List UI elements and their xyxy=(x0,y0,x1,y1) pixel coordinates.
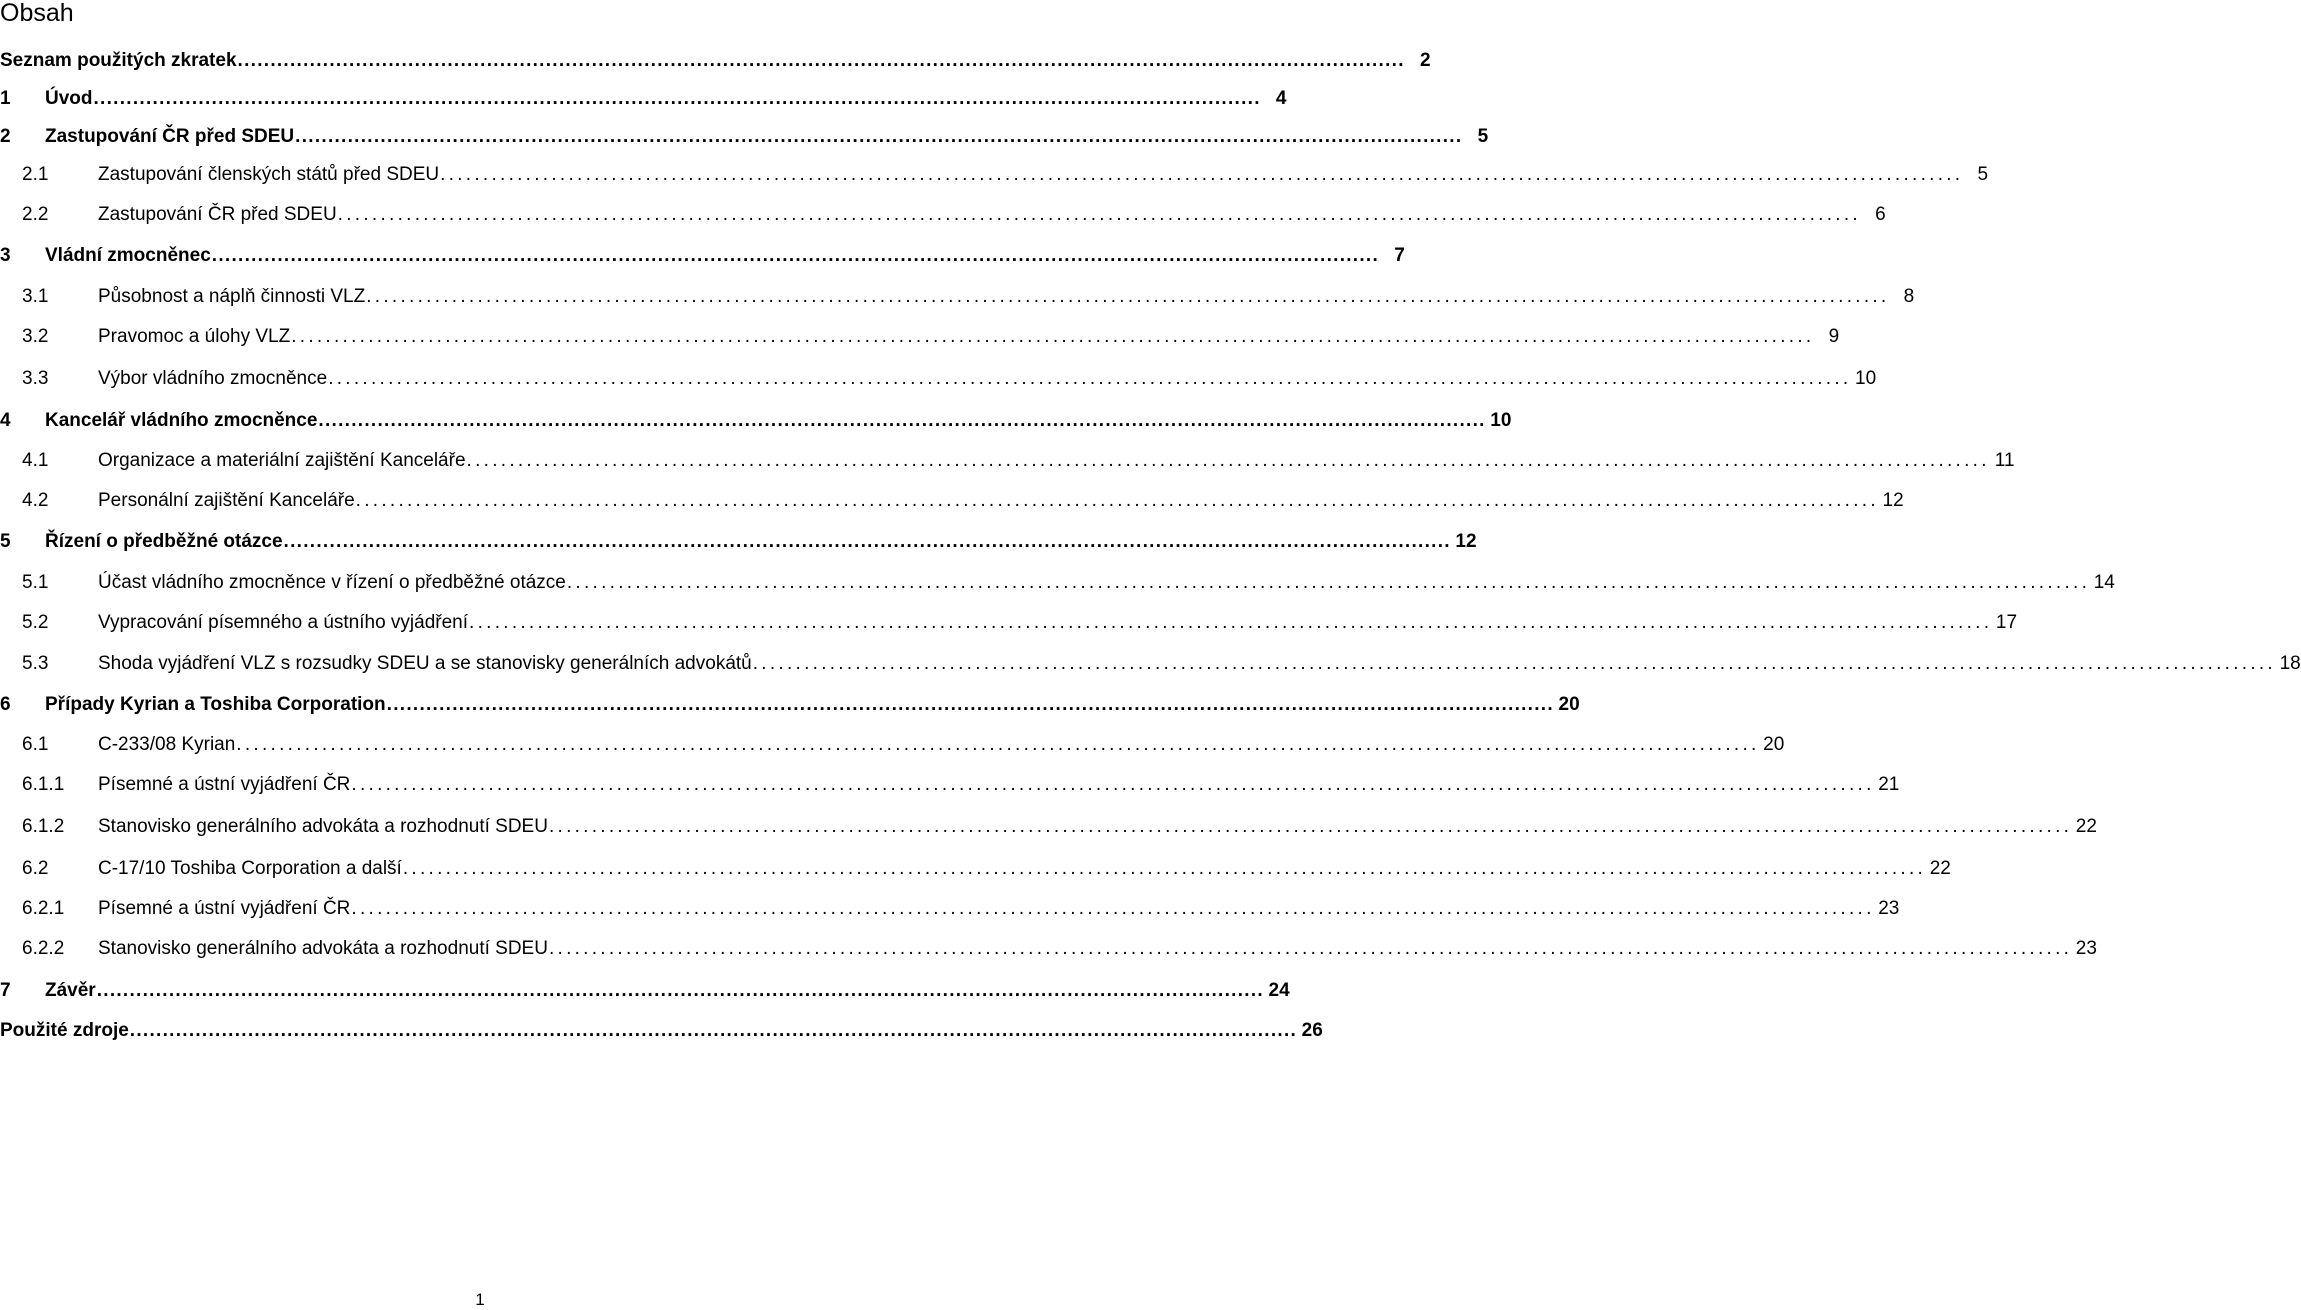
toc-dot-leader xyxy=(94,88,1261,110)
toc-entry-page: 23 xyxy=(1878,898,1900,919)
page-title: Obsah xyxy=(0,0,74,27)
toc-dot-leader xyxy=(291,326,1813,348)
toc-entry-page: 10 xyxy=(1490,410,1512,431)
toc-entry-page: 5 xyxy=(1477,126,1489,147)
toc-entry-page: 22 xyxy=(2075,816,2097,837)
toc-entry-number: 4.2 xyxy=(22,490,49,511)
toc-entry-number: 5 xyxy=(0,531,11,552)
toc-dot-leader xyxy=(467,450,1989,472)
toc-entry-page: 4 xyxy=(1275,88,1287,109)
toc-dot-leader xyxy=(130,1020,1297,1042)
toc-entry-number: 6.2 xyxy=(22,858,49,879)
toc-dot-leader xyxy=(387,694,1554,716)
toc-dot-leader xyxy=(351,774,1873,796)
toc-dot-leader xyxy=(97,980,1264,1002)
toc-dot-leader xyxy=(236,734,1758,756)
toc-dot-leader xyxy=(549,938,2071,960)
toc-entry[interactable] xyxy=(0,402,1512,440)
toc-entry-number: 6.1.1 xyxy=(22,774,65,795)
toc-dot-leader xyxy=(753,653,2275,675)
toc-entry-number: 6.1 xyxy=(22,734,49,755)
toc-entry-label: Personální zajištění Kanceláře xyxy=(98,490,355,511)
toc-entry-number: 4.1 xyxy=(22,450,49,471)
toc-dot-leader xyxy=(318,410,1485,432)
toc-entry-number: 5.2 xyxy=(22,612,49,633)
toc-dot-leader xyxy=(567,572,2089,594)
toc-entry-page: 22 xyxy=(1929,858,1951,879)
toc-dot-leader xyxy=(284,531,1451,553)
toc-entry-number: 6.2.2 xyxy=(22,938,65,959)
toc-entry-number: 2.2 xyxy=(22,204,49,225)
toc-entry[interactable] xyxy=(0,196,1886,234)
toc-entry-label: Výbor vládního zmocněnce xyxy=(98,368,328,389)
toc-entry-page: 21 xyxy=(1878,774,1900,795)
toc-entry[interactable] xyxy=(0,930,2097,968)
toc-entry[interactable] xyxy=(0,766,1900,804)
toc-entry[interactable] xyxy=(0,564,2115,602)
toc-entry-label: Úvod xyxy=(45,88,93,109)
toc-entry-number: 3 xyxy=(0,245,11,266)
toc-entry[interactable] xyxy=(0,318,1840,356)
toc-entry[interactable] xyxy=(0,686,1580,724)
toc-entry-page: 20 xyxy=(1763,734,1785,755)
toc-dot-leader xyxy=(403,858,1925,880)
toc-entry-label: Zastupování ČR před SDEU xyxy=(98,204,337,225)
toc-entry-number: 6.1.2 xyxy=(22,816,65,837)
toc-entry-number: 1 xyxy=(0,88,11,109)
toc-dot-leader xyxy=(351,898,1873,920)
toc-entry-label: Stanovisko generálního advokáta a rozhodnutí SDEU xyxy=(98,816,548,837)
toc-entry-page: 12 xyxy=(1882,490,1904,511)
toc-entry-number: 4 xyxy=(0,410,11,431)
toc-entry[interactable] xyxy=(0,42,1431,80)
toc-entry-page: 18 xyxy=(2279,653,2301,674)
toc-entry[interactable] xyxy=(0,80,1287,118)
toc-entry-label: Vládní zmocněnec xyxy=(45,245,211,266)
toc-entry-label: C-233/08 Kyrian xyxy=(98,734,236,755)
toc-dot-leader xyxy=(356,490,1878,512)
toc-entry-number: 6.2.1 xyxy=(22,898,65,919)
toc-entry-page: 8 xyxy=(1903,286,1915,307)
toc-entry-label: C-17/10 Toshiba Corporation a další xyxy=(98,858,402,879)
toc-dot-leader xyxy=(469,612,1991,634)
toc-entry-page: 17 xyxy=(1995,612,2018,633)
toc-entry-label: Písemné a ústní vyjádření ČR xyxy=(98,898,351,919)
toc-entry[interactable] xyxy=(0,1012,1323,1050)
toc-entry-number: 2 xyxy=(0,126,11,147)
toc-entry-label: Zastupování ČR před SDEU xyxy=(45,126,295,147)
toc-entry-number: 5.1 xyxy=(22,572,49,593)
toc-entry-label: Kancelář vládního zmocněnce xyxy=(45,410,318,431)
toc-entry-label: Stanovisko generálního advokáta a rozhodnutí SDEU xyxy=(98,938,548,959)
toc-entry-page: 12 xyxy=(1455,531,1477,552)
toc-entry-number: 3.1 xyxy=(22,286,49,307)
toc-entry-label: Pravomoc a úlohy VLZ xyxy=(98,326,291,347)
toc-entry[interactable] xyxy=(0,890,1900,928)
toc-entry[interactable] xyxy=(0,442,2015,480)
toc-entry-number: 6 xyxy=(0,694,11,715)
toc-dot-leader xyxy=(366,286,1888,308)
toc-entry[interactable] xyxy=(0,604,2018,642)
toc-entry-number: 3.2 xyxy=(22,326,49,347)
toc-entry-page: 9 xyxy=(1828,326,1840,347)
toc-dot-leader xyxy=(549,816,2071,838)
toc-entry[interactable] xyxy=(0,972,1290,1010)
page-number: 1 xyxy=(475,1290,485,1309)
toc-entry[interactable] xyxy=(0,278,1915,316)
toc-entry-page: 23 xyxy=(2075,938,2097,959)
toc-dot-leader xyxy=(212,245,1379,267)
toc-entry-page: 11 xyxy=(1994,450,2015,471)
toc-entry-page: 26 xyxy=(1301,1020,1323,1041)
toc-entry-page: 20 xyxy=(1558,694,1580,715)
toc-entry-label: Řízení o předběžné otázce xyxy=(45,531,283,552)
toc-entry-label: Působnost a náplň činnosti VLZ xyxy=(98,286,366,307)
toc-entry-page: 24 xyxy=(1268,980,1290,1001)
toc-entry[interactable] xyxy=(0,808,2097,846)
toc-entry-page: 14 xyxy=(2093,572,2115,593)
toc-entry[interactable] xyxy=(0,523,1477,561)
toc-dot-leader xyxy=(295,126,1462,148)
toc-entry-label: Organizace a materiální zajištění Kanceláře xyxy=(98,450,466,471)
toc-entry-number: 5.3 xyxy=(22,653,49,674)
toc-entry-page: 5 xyxy=(1977,164,1989,185)
toc-entry-number: 7 xyxy=(0,980,11,1001)
toc-entry-page: 2 xyxy=(1419,50,1431,71)
toc-entry[interactable] xyxy=(0,237,1405,275)
toc-dot-leader xyxy=(338,204,1860,226)
toc-entry-label: Závěr xyxy=(45,980,96,1001)
toc-dot-leader xyxy=(440,164,1962,186)
toc-entry-label: Případy Kyrian a Toshiba Corporation xyxy=(45,694,386,715)
toc-entry[interactable] xyxy=(0,482,1904,520)
toc-dot-leader xyxy=(328,368,1850,390)
toc-entry-label: Účast vládního zmocněnce v řízení o předběžné otázce xyxy=(98,572,566,593)
toc-entry[interactable] xyxy=(0,850,1951,888)
toc-entry-label: Písemné a ústní vyjádření ČR xyxy=(98,774,351,795)
toc-entry-page: 6 xyxy=(1875,204,1886,225)
toc-dot-leader xyxy=(238,50,1405,72)
toc-entry-number: 3.3 xyxy=(22,368,49,389)
toc-entry[interactable] xyxy=(0,156,1989,194)
toc-entry[interactable] xyxy=(0,360,1877,398)
toc-entry[interactable] xyxy=(0,726,1785,764)
toc-entry-label: Použité zdroje xyxy=(0,1020,129,1041)
toc-entry-page: 10 xyxy=(1855,368,1877,389)
toc-entry-label: Zastupování členských států před SDEU xyxy=(98,164,440,185)
toc-entry-label: Vypracování písemného a ústního vyjádření xyxy=(98,612,469,633)
toc-entry-label: Seznam použitých zkratek xyxy=(0,50,237,71)
toc-entry-page: 7 xyxy=(1394,245,1405,266)
toc-entry[interactable] xyxy=(0,118,1489,156)
toc-entry-label: Shoda vyjádření VLZ s rozsudky SDEU a se stanovisky generálních advokátů xyxy=(98,653,752,674)
toc-entry-number: 2.1 xyxy=(22,164,49,185)
toc-entry[interactable] xyxy=(0,645,2301,683)
